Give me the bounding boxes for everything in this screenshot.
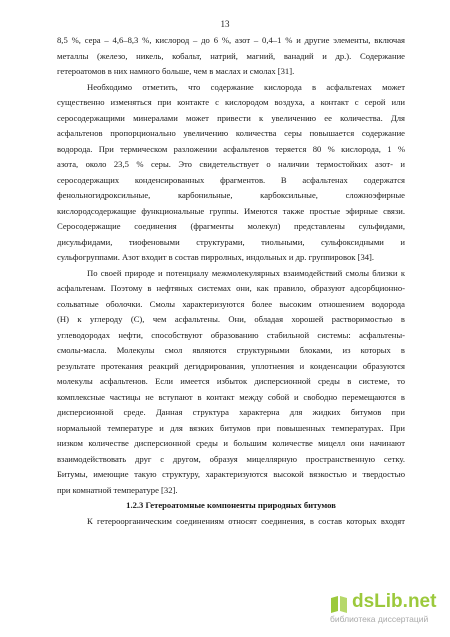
text-line: асфальтенов пропорционально увеличению количества серы повышается содержание (57, 128, 405, 138)
text-line: азота, около 23,5 % серы. Это свидетельствует о наличии термостойких азот- и (57, 159, 405, 169)
text-line: асфальтенам. Поэтому в нефтяных системах они, как правило, образуют адсорбционно- (57, 283, 405, 293)
text-line: сульфогруппами. Азот входит в состав пирролных, индольных и др. группировок [34]. (57, 252, 375, 262)
watermark (328, 593, 440, 627)
watermark-subtitle: библиотека диссертаций (330, 614, 429, 624)
text-line: Битумы, имеющие такую структуру, характеризуются высокой вязкостью и твердостью (57, 469, 405, 479)
page-number: 13 (220, 19, 230, 29)
text-line: водорода. При термическом разложении асфальтенов теряется 80 % кислорода, 1 % (57, 143, 405, 154)
watermark-title: dsLib.net (352, 591, 437, 612)
text-line: фенольногидроксильные, карбонильные, карбоксильные, сложноэфирные (57, 190, 405, 200)
text-line: углеводородах нефти, способствуют образованию стабильной системы: асфальтены- (57, 329, 405, 340)
text-line: дисульфидами, тиофеновыми структурами, тиольными, сульфоксидными и (57, 236, 405, 247)
text-line: Серосодержащие соединения (фрагменты молекул) представлены сульфидами, (57, 221, 405, 231)
text-line: 8,5 %, сера – 4,6–8,3 %, кислород – до 6 %, азот – 0,4–1 % и другие элементы, включая (57, 35, 405, 45)
text-line: взаимодействовать друг с другом, образуя мицеллярную пространственную сетку. (57, 453, 405, 464)
text-line: кислородсодержащие функциональные группы. Имеются также простые эфирные связи. (57, 205, 405, 216)
text-line: нормальной температуре и для вязких битумов при повышенных температурах. При (57, 422, 405, 433)
text-line: дисперсионной среде. Данная структура характерна для жидких битумов при (57, 407, 405, 417)
text-line: существенно изменяться при контакте с кислородом воздуха, а контакт с серой или (57, 97, 405, 107)
text-line: сольватные оболочки. Смолы характеризуются более высоким отношением водорода (57, 298, 405, 309)
text-line: молекулы асфальтенов. Если имеется избыток дисперсионной среды в системе, то (57, 376, 405, 386)
text-line: гетероатомов в них намного больше, чем в маслах и смолах [31]. (57, 66, 295, 76)
text-line: серосодержащими минералами может привести к увеличению ее количества. Для (57, 112, 405, 123)
section-heading: 1.2.3 Гетероатомные компоненты природных битумов (126, 500, 336, 510)
paragraph-lines (57, 33, 405, 498)
text-line: Необходимо отметить, что содержание кислорода в асфальтенах может (87, 81, 405, 92)
text-line: при комнатной температуре [32]. (57, 484, 178, 495)
text-line: По своей природе и потенциалу межмолекулярных взаимодействий смолы близки к (87, 267, 405, 278)
text-line: результате протекания реакций дегидрирования, уплотнения и конденсации образуются (57, 360, 405, 371)
text-line-last: К гетероорганическим соединениям относят соединения, в состав которых входят (87, 515, 405, 526)
text-line: смолы-масла. Молекулы смол являются структурными блоками, из которых в (57, 345, 405, 355)
book-logo-icon (328, 593, 350, 615)
text-line: низком количестве дисперсионной среды и большим количестве мицелл они начинают (57, 438, 405, 448)
text-line: металлы (железо, никель, кобальт, натрий, магний, ванадий и др.). Содержание (57, 50, 405, 61)
document-body (57, 33, 405, 529)
text-line: (Н) к углероду (С), чем асфальтены. Они, обладая хорошей растворимостью в (57, 314, 405, 324)
text-line: комплексные частицы не вступают в контакт между собой и свободно перемещаются в (57, 391, 405, 402)
text-line: серосодержащих конденсированных фрагментов. В асфальтенах содержатся (57, 174, 405, 185)
